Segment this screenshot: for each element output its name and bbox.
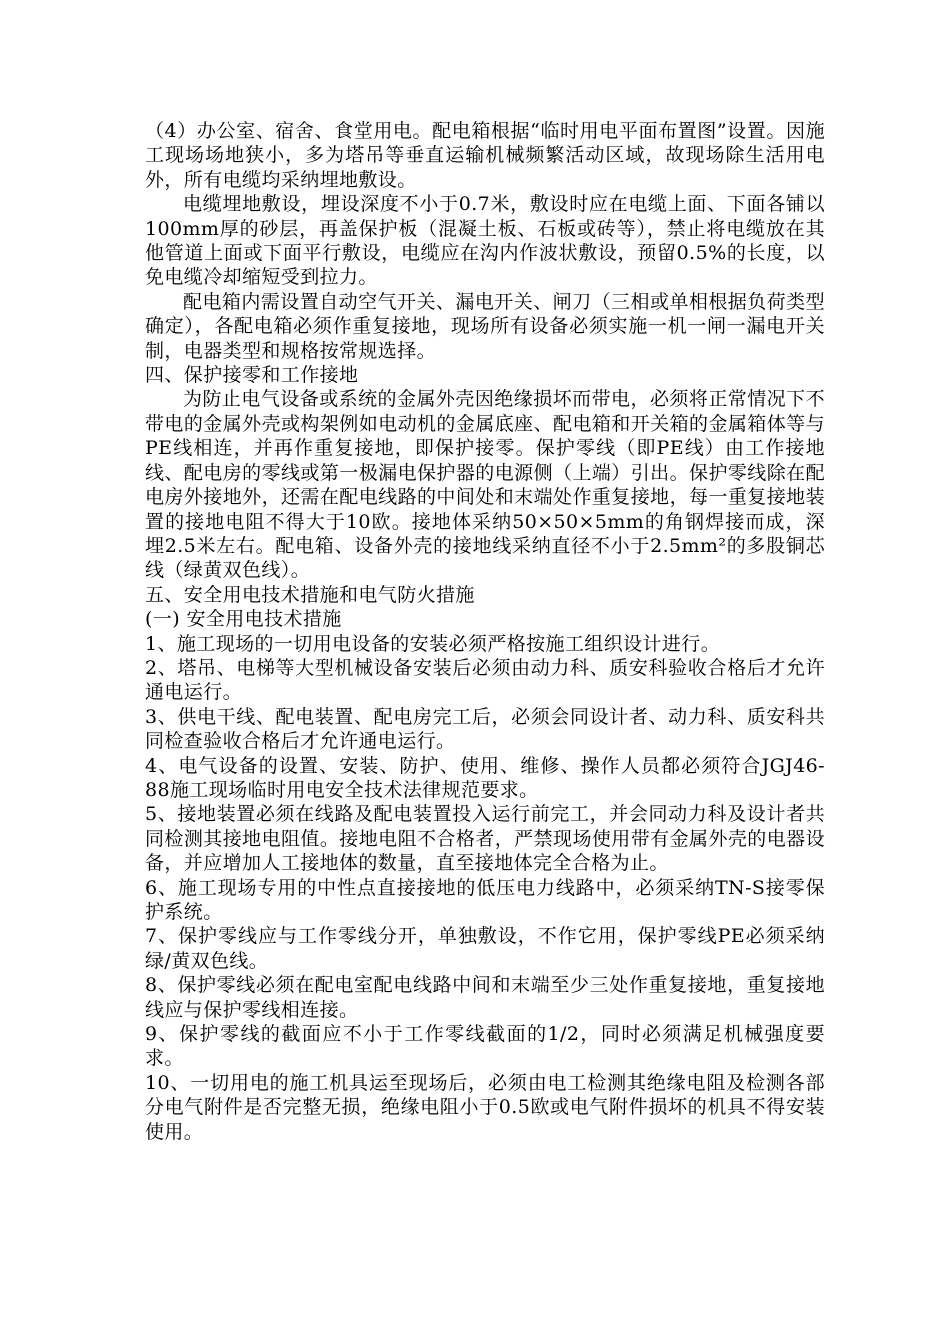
paragraph-protective-zero: 为防止电气设备或系统的金属外壳因绝缘损坏而带电，必须将正常情况下不带电的金属外壳或构架例如电动机的金属底座、配电箱和开关箱的金属箱体等与PE线相连，并再作重复接地，即保护接零。保护零线（即PE线）由工作接地线、配电房的零线或第一极漏电保护器的电源侧（上端）引出。保护零线除在配电房外接地外，还需在配电线路的中间处和末端处作重复接地，每一重复接地装置的接地电阻不得大于10欧。接地体采纳50×50×5mm的角钢焊接而成，深埋2.5米左右。配电箱、设备外壳的接地线采纳直径不小于2.5mm²的多股铜芯线（绿黄双色线）。 — [145, 388, 825, 582]
paragraph-cable-burial: 电缆埋地敷设，埋设深度不小于0.7米，敷设时应在电缆上面、下面各铺以100mm厚的砂层，再盖保护板（混凝土板、石板或砖等），禁止将电缆放在其他管道上面或下面平行敷设，电缆应在沟内作波状敷设，预留0.5%的长度，以免电缆冷却缩短受到拉力。 — [145, 193, 825, 289]
list-item-4: 4、电气设备的设置、安装、防护、使用、维修、操作人员都必须符合JGJ46-88施工现场临时用电安全技术法律规范要求。 — [145, 754, 825, 801]
list-item-9: 9、保护零线的截面应不小于工作零线截面的1/2，同时必须满足机械强度要求。 — [145, 1023, 825, 1070]
list-item-7: 7、保护零线应与工作零线分开，单独敷设，不作它用，保护零线PE必须采纳绿/黄双色线。 — [145, 925, 825, 972]
section-heading-safety-measures: 五、安全用电技术措施和电气防火措施 — [145, 583, 475, 606]
list-item-1: 1、施工现场的一切用电设备的安装必须严格按施工组织设计进行。 — [145, 632, 721, 655]
list-item-10: 10、一切用电的施工机具运至现场后，必须由电工检测其绝缘电阻及检测各部分电气附件是否完整无损，绝缘电阻小于0.5欧或电气附件损坏的机具不得安装使用。 — [145, 1071, 825, 1143]
subsection-heading-technical-measures: (一) 安全用电技术措施 — [145, 608, 342, 631]
list-item-8: 8、保护零线必须在配电室配电线路中间和末端至少三处作重复接地，重复接地线应与保护零线相连接。 — [145, 974, 825, 1021]
section-heading-protective-grounding: 四、保护接零和工作接地 — [145, 364, 359, 387]
paragraph-office-power: （4）办公室、宿舍、食堂用电。配电箱根据“临时用电平面布置图”设置。因施工现场场地狭小，多为塔吊等垂直运输机械频繁活动区域，故现场除生活用电外，所有电缆均采纳埋地敷设。 — [145, 120, 825, 191]
document-page — [145, 119, 825, 1144]
paragraph-distribution-box: 配电箱内需设置自动空气开关、漏电开关、闸刀（三相或单相根据负荷类型确定），各配电箱必须作重复接地，现场所有设备必须实施一机一闸一漏电开关制，电器类型和规格按常规选择。 — [145, 290, 825, 362]
list-item-5: 5、接地装置必须在线路及配电装置投入运行前完工，并会同动力科及设计者共同检测其接地电阻值。接地电阻不合格者，严禁现场使用带有金属外壳的电器设备，并应增加人工接地体的数量，直至接地体完全合格为止。 — [145, 803, 825, 875]
list-item-2: 2、塔吊、电梯等大型机械设备安装后必须由动力科、质安科验收合格后才允许通电运行。 — [145, 656, 825, 704]
list-item-6: 6、施工现场专用的中性点直接接地的低压电力线路中，必须采纳TN-S接零保护系统。 — [145, 876, 825, 923]
list-item-3: 3、供电干线、配电装置、配电房完工后，必须会同设计者、动力科、质安科共同检查验收合格后才允许通电运行。 — [145, 705, 825, 753]
